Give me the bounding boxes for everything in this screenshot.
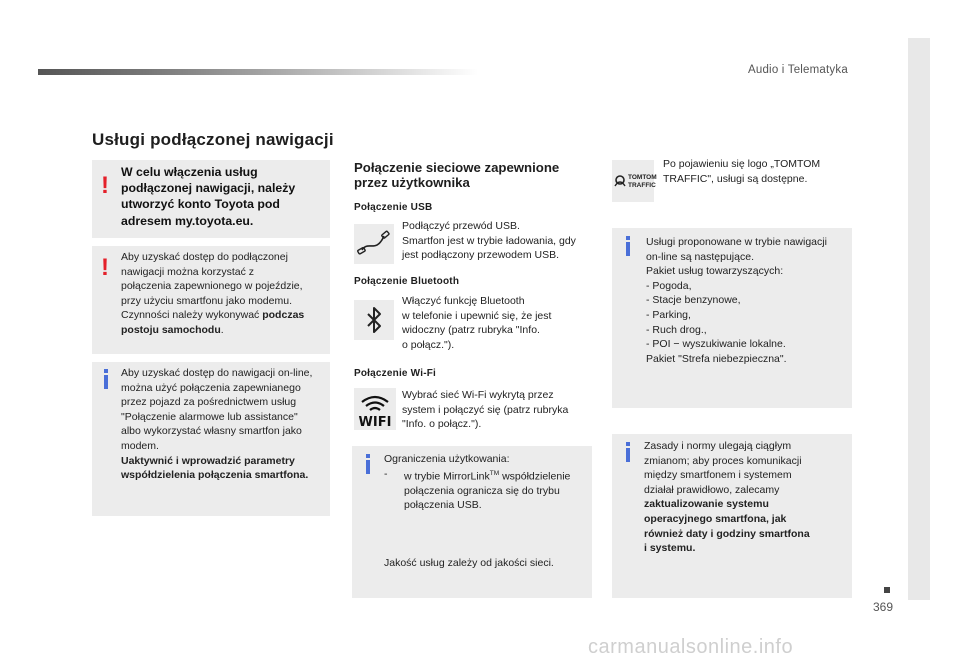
tomtom-logo-text: TOMTOM TRAFFIC (628, 174, 657, 189)
info-box-update (612, 434, 852, 598)
usb-text: Podłączyć przewód USB. Smartfon jest w trybie ładowania, gdy jest podłączony przewodem USB. (402, 220, 576, 262)
usb-label: Połączenie USB (354, 202, 433, 213)
page-title: Usługi podłączonej nawigacji (92, 130, 334, 149)
limits-title: Ograniczenia użytkowania: (384, 453, 510, 465)
bluetooth-icon-box (354, 300, 394, 340)
wifi-icon-box (354, 388, 396, 430)
info-box-online (92, 362, 330, 516)
info-icon (365, 454, 370, 474)
usb-cable-icon (354, 224, 394, 264)
warning-modem-text: Aby uzyskać dostęp do podłączonej nawigacji można korzystać z połączenia zapewnionego w pojeździe, przy użyciu smartfonu jako modemu. Czynności należy wykonywać podczas postoju samochodu. (121, 251, 305, 336)
update-text: Zasady i normy ulegają ciągłym zmianom; aby proces komunikacji między smartfonem i systemem działał prawidłowo, zalecamy zaktualizowanie systemu operacyjnego smartfona, jak również daty i godziny smartfona i systemu. (644, 440, 810, 555)
tomtom-text: Po pojawieniu się logo „TOMTOM TRAFFIC", usługi są dostępne. (663, 158, 821, 185)
svg-text:WIFI: WIFI (358, 415, 392, 430)
section-subheading: Połączenie sieciowe zapewnione przez użytkownika (354, 160, 560, 190)
bluetooth-text: Włączyć funkcję Bluetooth w telefonie i upewnić się, że jest widoczny (patrz rubryka "Info. o połącz."). (402, 295, 552, 351)
info-icon (625, 236, 630, 256)
list-item: - w trybie MirrorLink™ współdzielenie połączenia ogranicza się do trybu połączenia USB. (384, 467, 571, 512)
bluetooth-label: Połączenie Bluetooth (354, 276, 460, 287)
usb-icon-box (354, 224, 394, 264)
services-text: Usługi proponowane w trybie nawigacji on-line są następujące. Pakiet usług towarzyszących: - Pogoda, - Stacje benzynowe, - Parking, - Ruch drog., - POI − wyszukiwanie lokalne. Pakiet "Strefa niebezpieczna". (646, 236, 827, 365)
quality-text: Jakość usług zależy od jakości sieci. (384, 557, 554, 569)
tomtom-logo-box (612, 160, 657, 202)
wifi-text: Wybrać sieć Wi-Fi wykrytą przez system i połączyć się (patrz rubryka "Info. o połącz."). (402, 389, 569, 431)
page-number: 369 (873, 600, 894, 614)
info-online-text: Aby uzyskać dostęp do nawigacji on-line, można użyć połączenia zapewnianego przez pojazd za pośrednictwem usług "Połączenie alarmowe lub assistance" albo wykorzystać własny smartfon jako modem. Uaktywnić i wprowadzić parametry współdzielenia połączenia smartfona. (121, 367, 313, 482)
info-icon (103, 369, 108, 389)
watermark: carmanualsonline.info (588, 636, 794, 658)
warning-main-text: W celu włączenia usług podłączonej nawigacji, należy utworzyć konto Toyota pod adresem my.toyota.eu. (121, 165, 296, 228)
header-gradient-bar (38, 69, 478, 75)
info-icon (625, 442, 630, 462)
warning-box-account (92, 160, 330, 238)
wifi-label: Połączenie Wi-Fi (354, 368, 437, 379)
page-marker (884, 587, 890, 593)
exclamation-icon: ! (101, 254, 109, 281)
bluetooth-icon (354, 300, 394, 340)
side-strip (908, 38, 930, 600)
warning-box-modem (92, 246, 330, 354)
section-header: Audio i Telematyka (748, 64, 848, 76)
info-box-services (612, 228, 852, 408)
limits-list (384, 452, 570, 513)
wifi-icon (354, 388, 396, 430)
exclamation-icon: ! (101, 172, 109, 199)
